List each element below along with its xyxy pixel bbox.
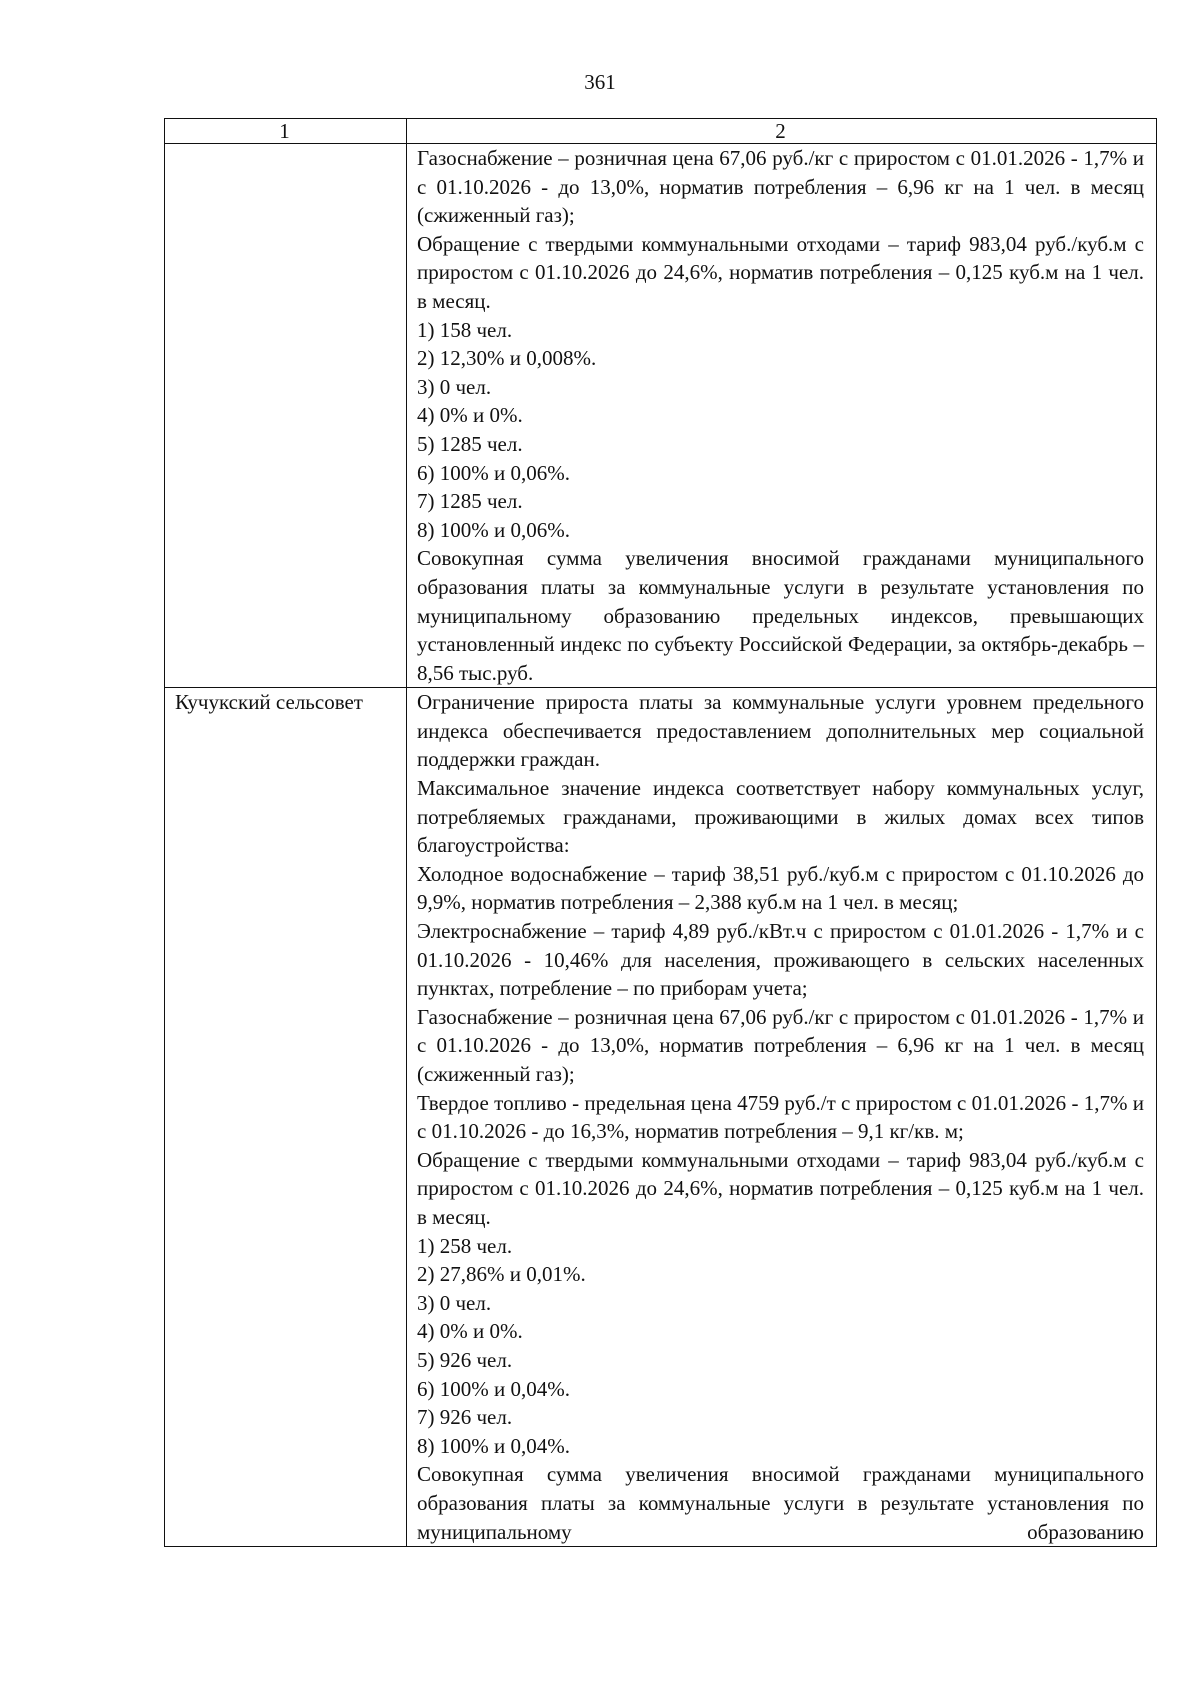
description-paragraph: Электроснабжение – тариф 4,89 руб./кВт.ч с приростом с 01.01.2026 - 1,7% и с 01.10.2026 - 10,46% для населения, проживающего в сельских населенных пунктах, потребление – по приборам учета; bbox=[417, 919, 1144, 1001]
list-item: 8) 100% и 0,04%. bbox=[417, 1433, 570, 1458]
list-item: 3) 0 чел. bbox=[417, 374, 492, 399]
table-row bbox=[165, 688, 1157, 1547]
summary-paragraph: Совокупная сумма увеличения вносимой гражданами муниципального образования платы за коммунальные услуги в результате установления по муниципальному образованию bbox=[417, 1462, 1144, 1544]
list-item: 8) 100% и 0,06%. bbox=[417, 517, 570, 542]
table-row bbox=[165, 144, 1157, 688]
description-paragraph: Ограничение прироста платы за коммунальные услуги уровнем предельного индекса обеспечивается предоставлением дополнительных мер социальной поддержки граждан. bbox=[417, 690, 1144, 772]
list-item: 1) 258 чел. bbox=[417, 1233, 513, 1258]
column-header: 1 bbox=[165, 119, 407, 144]
description-paragraph: Обращение с твердыми коммунальными отходами – тариф 983,04 руб./куб.м с приростом с 01.10.2026 до 24,6%, норматив потребления – 0,125 куб.м на 1 чел. в месяц. bbox=[417, 1147, 1144, 1229]
list-item: 4) 0% и 0%. bbox=[417, 403, 523, 428]
list-item: 5) 1285 чел. bbox=[417, 431, 523, 456]
list-item: 4) 0% и 0%. bbox=[417, 1319, 523, 1344]
organization-cell bbox=[165, 688, 407, 1547]
description-cell bbox=[407, 688, 1157, 1547]
description-paragraph: Твердое топливо - предельная цена 4759 руб./т с приростом с 01.01.2026 - 1,7% и с 01.10.2026 - до 16,3%, норматив потребления – 9,1 кг/кв. м; bbox=[417, 1090, 1144, 1144]
list-item: 6) 100% и 0,06%. bbox=[417, 460, 570, 485]
description-paragraph: Холодное водоснабжение – тариф 38,51 руб./куб.м с приростом с 01.10.2026 до 9,9%, норматив потребления – 2,388 куб.м на 1 чел. в месяц; bbox=[417, 861, 1144, 915]
list-item: 2) 12,30% и 0,008%. bbox=[417, 346, 597, 371]
organization-cell bbox=[165, 144, 407, 688]
list-item: 3) 0 чел. bbox=[417, 1290, 492, 1315]
table-header-row bbox=[165, 119, 1157, 144]
column-header: 2 bbox=[407, 119, 1157, 144]
page-number: 361 bbox=[584, 70, 616, 94]
description-paragraph: Обращение с твердыми коммунальными отходами – тариф 983,04 руб./куб.м с приростом с 01.10.2026 до 24,6%, норматив потребления – 0,125 куб.м на 1 чел. в месяц. bbox=[417, 231, 1144, 313]
description-paragraph: Максимальное значение индекса соответствует набору коммунальных услуг, потребляемых гражданами, проживающими в жилых домах всех типов благоустройства: bbox=[417, 776, 1144, 858]
description-paragraph: Газоснабжение – розничная цена 67,06 руб./кг с приростом с 01.01.2026 - 1,7% и с 01.10.2026 - до 13,0%, норматив потребления – 6,96 кг на 1 чел. в месяц (сжиженный газ); bbox=[417, 146, 1144, 228]
list-item: 2) 27,86% и 0,01%. bbox=[417, 1262, 586, 1287]
document-table bbox=[164, 118, 1157, 1547]
description-cell bbox=[407, 144, 1157, 688]
description-paragraph: Газоснабжение – розничная цена 67,06 руб./кг с приростом с 01.01.2026 - 1,7% и с 01.10.2026 - до 13,0%, норматив потребления – 6,96 кг на 1 чел. в месяц (сжиженный газ); bbox=[417, 1004, 1144, 1086]
list-item: 1) 158 чел. bbox=[417, 317, 513, 342]
list-item: 7) 1285 чел. bbox=[417, 489, 523, 514]
summary-paragraph: Совокупная сумма увеличения вносимой гражданами муниципального образования платы за коммунальные услуги в результате установления по муниципальному образованию предельных индексов, превышающих установленный индекс по субъекту Российской Федерации, за октябрь-декабрь – 8,56 тыс.руб. bbox=[417, 546, 1144, 685]
list-item: 6) 100% и 0,04%. bbox=[417, 1376, 570, 1401]
list-item: 5) 926 чел. bbox=[417, 1347, 513, 1372]
organization-name: Кучукский сельсовет bbox=[175, 690, 363, 715]
list-item: 7) 926 чел. bbox=[417, 1405, 513, 1430]
